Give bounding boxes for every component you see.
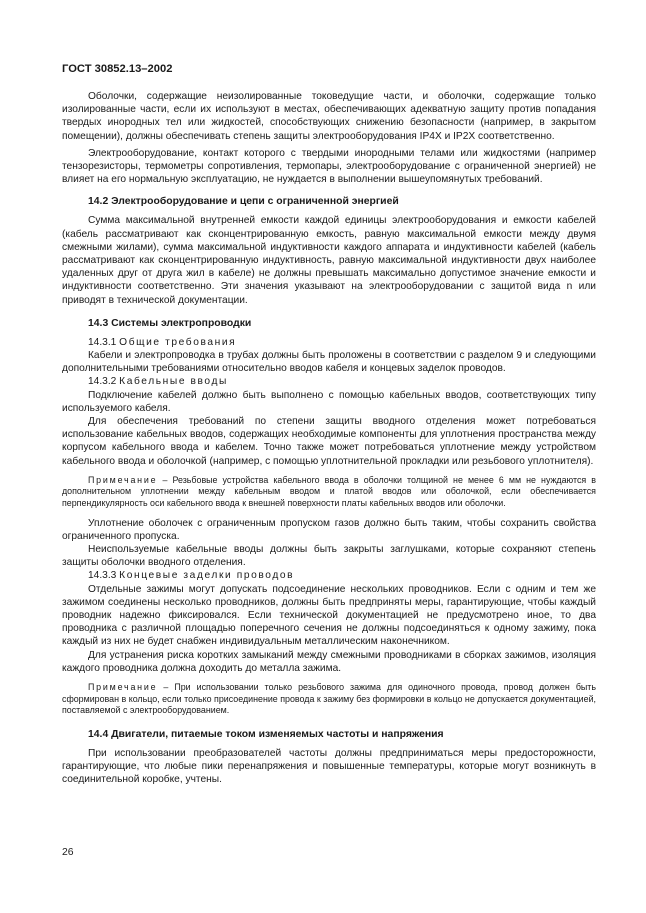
document-body xyxy=(62,90,596,786)
section-heading-14-3: 14.3 Системы электропроводки xyxy=(88,317,252,329)
note-text: – Резьбовые устройства кабельного ввода в оболочки толщиной не менее 6 мм не нуждаются в дополнительном уплотнении между кабельным вводом и платой вводов или оболочкой, если обеспечивается перпендикулярность оси кабельного ввода к внешней поверхности платы кабельных вводов или оболочки. xyxy=(62,474,596,509)
paragraph: При использовании преобразователей частоты должны предприниматься меры предосторожности, гарантирующие, что любые пики перенапряжения и повышенные температуры, которые могут возникнуть в соединительной коробке, учтены. xyxy=(62,747,596,786)
paragraph: Для обеспечения требований по степени защиты вводного отделения может потребоваться использование кабельных вводов, содержащих необходимые компоненты для уплотнения пространства между корпусом кабельного ввода и кабелем. Точно также может потребоваться уплотнение между устройством кабельного ввода и оболочкой (например, с помощью уплотнительной прокладки или резьбового уплотнителя). xyxy=(62,416,596,467)
subsection-title: Концевые заделки проводов xyxy=(119,570,295,582)
document-header: ГОСТ 30852.13–2002 xyxy=(62,63,173,75)
note-label: Примечание xyxy=(88,474,158,485)
note-label: Примечание xyxy=(88,682,158,693)
subsection-heading-14-3-2 xyxy=(62,375,596,388)
section-heading-14-4: 14.4 Двигатели, питаемые током изменяемых частоты и напряжения xyxy=(88,728,444,740)
note-text: – При использовании только резьбового зажима для одиночного провода, провод должен быть сформирован в кольцо, если только присоединение провода к зажиму без формировки в кольцо не допускается документацией, поставляемой с электрооборудованием. xyxy=(62,682,596,716)
paragraph: Электрооборудование, контакт которого с твердыми инородными телами или жидкостями (например тензорезисторы, термометры сопротивления, термопары, электрооборудование с ограниченной энергией) не влияет на его нормальную эксплуатацию, не нуждается в выполнении вышеупомянутых требований. xyxy=(62,147,596,186)
subsection-number: 14.3.3 xyxy=(88,570,117,582)
paragraph: Кабели и электропроводка в трубах должны быть проложены в соответствии с разделом 9 и следующими дополнительными требованиями относительно вводов кабеля и концевых заделок проводов. xyxy=(62,350,596,375)
subsection-number: 14.3.1 xyxy=(88,336,117,348)
subsection-heading-14-3-3 xyxy=(62,569,596,582)
paragraph: Сумма максимальной внутренней емкости каждой единицы электрооборудования и емкости кабелей (кабель рассматривают как сконцентрированную емкость, равную максимальной емкости между двумя смежными жилами), сумма максимальной индуктивности каждого аппарата и индуктивности кабелей (кабель рассматривают как сконцентрированную индуктивность, равную максимальной индуктивности двух наиболее удаленных друг от друга жил в кабеле) не должны превышать максимально допустимое значение емкости и индуктивности соответственно. Эти значения указывают на электрооборудовании с защитой вида n или приводят в технической документации. xyxy=(62,215,596,306)
paragraph: Неиспользуемые кабельные вводы должны быть закрыты заглушками, которые сохраняют степень защиты оболочки вводного отделения. xyxy=(62,544,596,569)
subsection-title: Общие требования xyxy=(119,336,237,348)
subsection-title: Кабельные вводы xyxy=(119,376,228,388)
paragraph: Отдельные зажимы могут допускать подсоединение нескольких проводников. Если с одним и тем же зажимом соединены несколько проводников, должны быть предприняты меры, гарантирующие, чтобы каждый проводник надежно фиксировался. Если технической документацией не предусмотрено иное, то два проводника с различной площадью поперечного сечения не должны подсоединяться к одному зажиму, пока каждый из них не будет снабжен индивидуальным металлическим наконечником. xyxy=(62,583,596,648)
note-block xyxy=(62,682,596,717)
paragraph: Для устранения риска коротких замыканий между смежными проводниками в сборках зажимов, изоляция каждого проводника должна доходить до металла зажима. xyxy=(62,649,596,674)
section-heading-14-2: 14.2 Электрооборудование и цепи с ограниченной энергией xyxy=(88,196,399,208)
paragraph: Уплотнение оболочек с ограниченным пропуском газов должно быть таким, чтобы сохранить свойства ограниченного пропуска. xyxy=(62,517,596,542)
page-number: 26 xyxy=(62,847,74,858)
note-block xyxy=(62,475,596,510)
paragraph: Оболочки, содержащие неизолированные токоведущие части, и оболочки, содержащие только изолированные части, если их используют в местах, обеспечивающих адекватную защиту против попадания твердых инородных тел или жидкостей, способствующих снижению безопасности (например, в закрытом помещении), должны обеспечивать степень защиты электрооборудования IP4X и IP2X соответственно. xyxy=(62,91,596,142)
paragraph: Подключение кабелей должно быть выполнено с помощью кабельных вводов, соответствующих типу используемого кабеля. xyxy=(62,389,596,414)
subsection-heading-14-3-1 xyxy=(62,336,596,349)
subsection-number: 14.3.2 xyxy=(88,376,117,388)
